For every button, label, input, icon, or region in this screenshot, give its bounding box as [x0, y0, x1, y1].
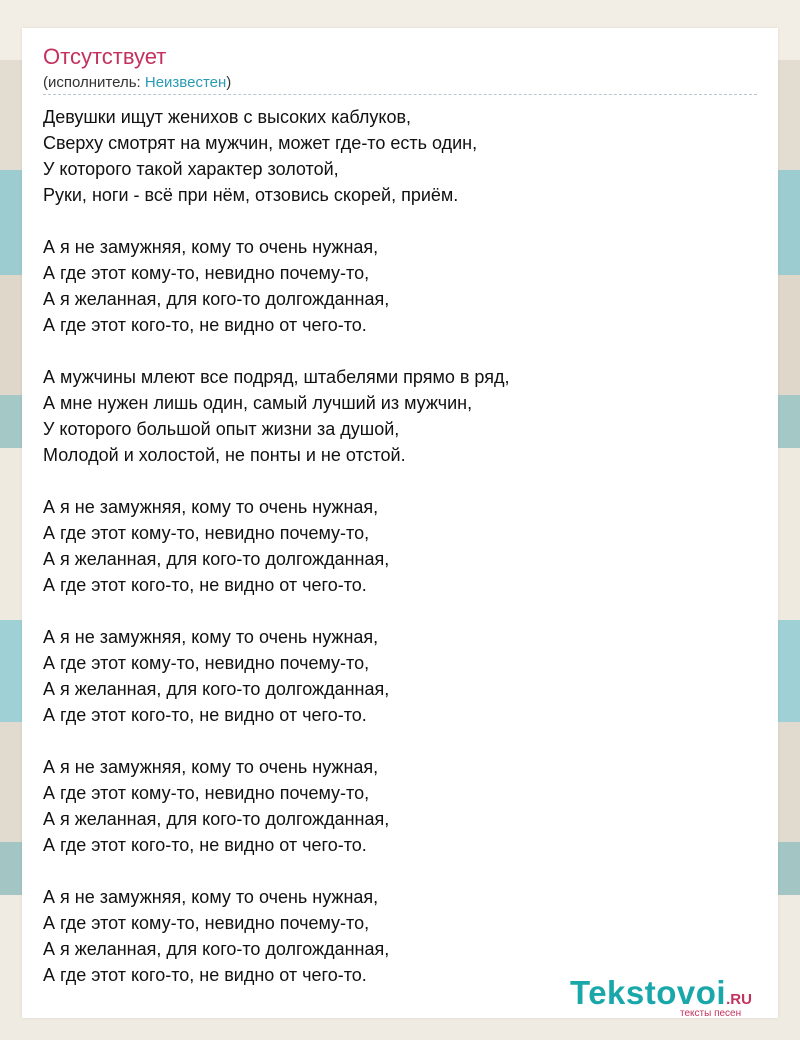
lyrics-line: А я желанная, для кого-то долгожданная,: [43, 549, 390, 569]
lyrics-stanza: [43, 754, 757, 858]
lyrics-line: А где этот кому-то, невидно почему-то,: [43, 263, 370, 283]
lyrics-line: А где этот кого-то, не видно от чего-то.: [43, 835, 367, 855]
lyrics-line: А я не замужняя, кому то очень нужная,: [43, 887, 379, 907]
lyrics-stanza: [43, 494, 757, 598]
lyrics-line: А где этот кому-то, невидно почему-то,: [43, 913, 370, 933]
lyrics-line: У которого большой опыт жизни за душой,: [43, 419, 400, 439]
song-title: Отсутствует: [43, 44, 167, 69]
lyrics-stanza: [43, 104, 757, 208]
artist-prefix: (исполнитель:: [43, 74, 145, 91]
lyrics-line: А я не замужняя, кому то очень нужная,: [43, 237, 379, 257]
lyrics-line: А я не замужняя, кому то очень нужная,: [43, 757, 379, 777]
artist-suffix: ): [226, 74, 232, 91]
lyrics-line: А где этот кого-то, не видно от чего-то.: [43, 965, 367, 985]
logo-name: Tekstovoi: [570, 974, 727, 1011]
lyrics-line: А мужчины млеют все подряд, штабелями прямо в ряд,: [43, 367, 510, 387]
lyrics-card: [22, 28, 778, 1018]
lyrics-line: А где этот кого-то, не видно от чего-то.: [43, 575, 367, 595]
lyrics-line: А мне нужен лишь один, самый лучший из мужчин,: [43, 393, 473, 413]
title-divider: [43, 94, 757, 95]
lyrics-line: А я желанная, для кого-то долгожданная,: [43, 939, 390, 959]
lyrics-line: А где этот кому-то, невидно почему-то,: [43, 783, 370, 803]
lyrics-stanza: [43, 234, 757, 338]
artist-link[interactable]: Неизвестен: [144, 74, 227, 91]
lyrics-stanza: [43, 364, 757, 468]
lyrics-line: А где этот кому-то, невидно почему-то,: [43, 523, 370, 543]
lyrics-line: Руки, ноги - всё при нём, отзовись скорей, приём.: [43, 185, 459, 205]
lyrics-line: Девушки ищут женихов с высоких каблуков,: [43, 107, 412, 127]
lyrics-line: А я желанная, для кого-то долгожданная,: [43, 289, 390, 309]
lyrics-line: А я не замужняя, кому то очень нужная,: [43, 497, 379, 517]
lyrics-stanza: [43, 884, 757, 988]
lyrics-line: А где этот кого-то, не видно от чего-то.: [43, 705, 367, 725]
lyrics-line: А я не замужняя, кому то очень нужная,: [43, 627, 379, 647]
artist-line: [43, 74, 231, 91]
lyrics-line: Сверху смотрят на мужчин, может где-то есть один,: [43, 133, 478, 153]
lyrics-line: Молодой и холостой, не понты и не отстой.: [43, 445, 406, 465]
lyrics-line: А где этот кого-то, не видно от чего-то.: [43, 315, 367, 335]
lyrics-line: А я желанная, для кого-то долгожданная,: [43, 679, 390, 699]
lyrics-line: У которого такой характер золотой,: [43, 159, 339, 179]
lyrics-line: А где этот кому-то, невидно почему-то,: [43, 653, 370, 673]
logo-tagline: тексты песен: [680, 1008, 742, 1019]
logo-wordmark: [570, 974, 752, 1012]
site-logo[interactable]: [570, 974, 780, 1024]
lyrics-body: [43, 104, 757, 1014]
logo-tld: .RU: [726, 991, 752, 1008]
lyrics-line: А я желанная, для кого-то долгожданная,: [43, 809, 390, 829]
lyrics-stanza: [43, 624, 757, 728]
